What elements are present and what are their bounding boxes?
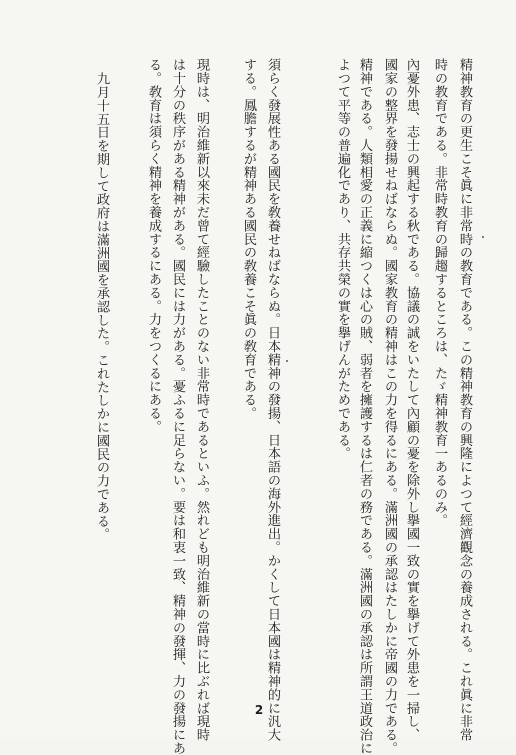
- text-column-8: 須らく發展性ある國民を敎養せねばならぬ。日本精神の發揚、日本語の海外進出。かくして日本國は精神的に汎大: [265, 58, 280, 742]
- text-column-2: 時の教育である。非常時教育の歸趨するところは、たゞ精神教育一あるのみ。: [432, 58, 447, 527]
- text-column-4: 國家の整界を發揚せねばならぬ。國家教育の精神はこの力を得るにある。滿洲國の承認はたしかに帝國の力である。: [382, 58, 397, 755]
- text-column-9: する。鳳膽するが精神ある國民の敎養こそ眞の敎育である。: [241, 58, 256, 420]
- scan-speck: [482, 236, 484, 238]
- text-column-5: 精神である。人類相愛の正義に縮つくは心の賊、弱者を擁護するは仁者の務である。滿洲國の承認は所謂王道政治に: [357, 58, 372, 755]
- text-column-14: 九月十五日を期して政府は滿洲國を承認した。これたしかに國民の力である。: [94, 72, 109, 541]
- text-column-1: 精神教育の更生こそ眞に非常時の教育である。この精神教育の興隆によつて經濟觀念の養成される。これ眞に非常: [457, 58, 472, 742]
- text-column-6: よつて平等の普遍化であり、共存共榮の實を擧げんがためである。: [335, 58, 350, 460]
- text-column-11: は十分の秩序がある精神がある。國民には力がある。憂ふるに足らない。要は和衷一致、精神の發揮、力の發揚にあ: [170, 58, 185, 755]
- scan-speck: [286, 360, 288, 362]
- text-column-12: る。敎育は須らく精神を養成するにある。力をつくるにある。: [146, 58, 161, 434]
- page-number: 2: [254, 703, 264, 717]
- text-column-10: 現時は、明治維新以來未だ曾て經驗したことのない非常時であるといふ。然れども明治維新の當時に比ぶれば現時: [194, 58, 209, 742]
- text-column-3: 內憂外患、志士の興起する秋である。協議の誠をいたして內顧の憂を除外し擧國一致の實を擧げて外患を一掃し、: [404, 58, 419, 742]
